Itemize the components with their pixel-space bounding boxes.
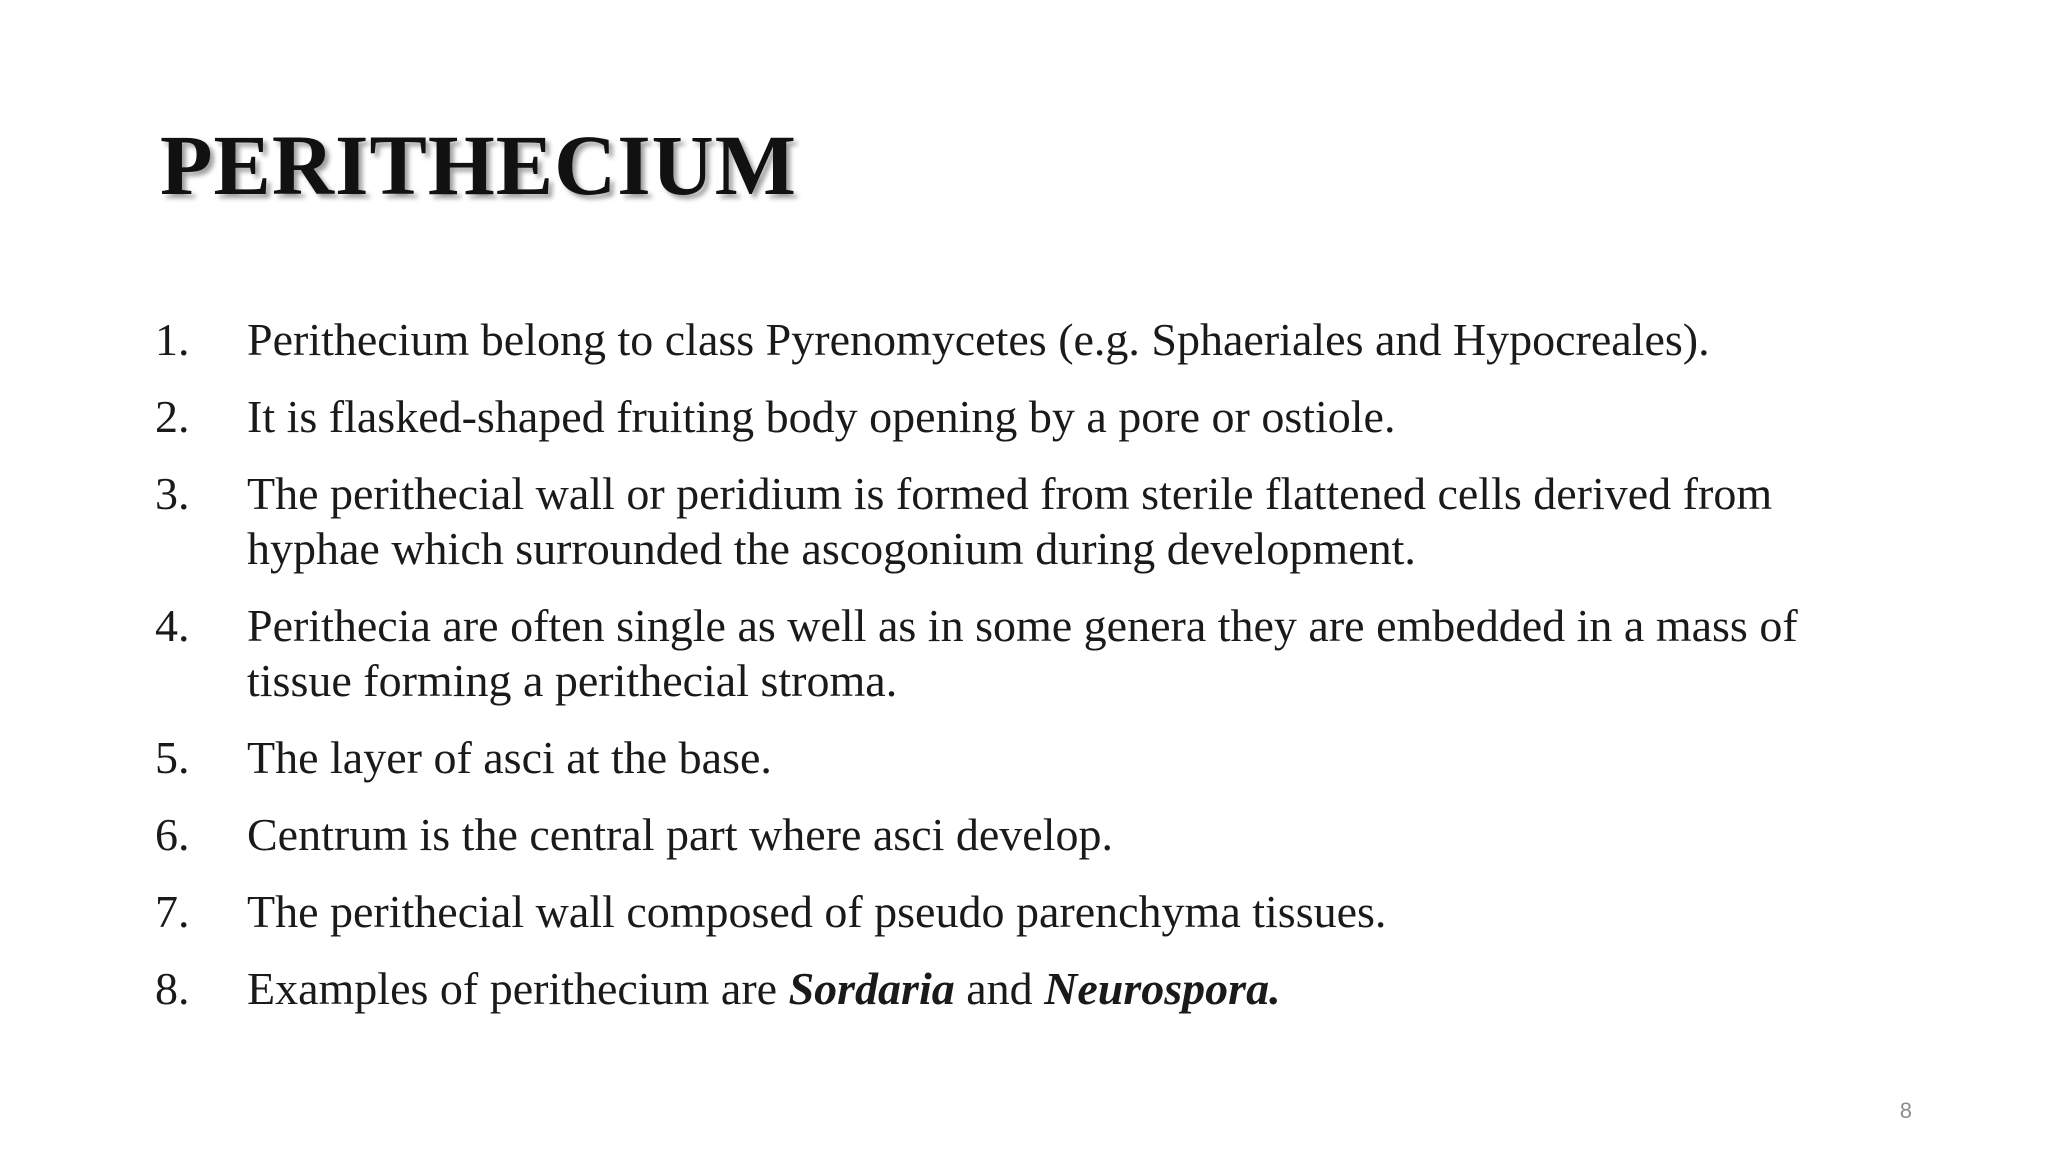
genus-neurospora: Neurospora. xyxy=(1044,963,1281,1014)
list-item-number: 8. xyxy=(155,963,190,1014)
list-item-number: 6. xyxy=(155,809,190,860)
slide-title: PERITHECIUM xyxy=(160,117,797,213)
list-item xyxy=(155,961,1915,1016)
list-item xyxy=(155,312,1915,367)
list-item xyxy=(155,389,1915,444)
list-item xyxy=(155,730,1915,785)
list-item-text: Centrum is the central part where asci develop. xyxy=(247,809,1114,860)
list-item-text: It is flasked-shaped fruiting body opening by a pore or ostiole. xyxy=(247,391,1396,442)
page-number: 8 xyxy=(1899,1098,1912,1123)
examples-text-before: Examples of perithecium are xyxy=(247,963,789,1014)
list-item-text: The perithecial wall composed of pseudo parenchyma tissues. xyxy=(247,886,1387,937)
list-item-number: 7. xyxy=(155,886,190,937)
list-item-text: The layer of asci at the base. xyxy=(247,732,772,783)
list-item xyxy=(155,884,1915,939)
examples-text-middle: and xyxy=(954,963,1045,1014)
list-item-text: Perithecium belong to class Pyrenomycetes (e.g. Sphaeriales and Hypocreales). xyxy=(247,314,1710,365)
list-item-text: The perithecial wall or peridium is formed from sterile flattened cells derived from hyphae which surrounded the ascogonium during development. xyxy=(247,468,1773,574)
list-item xyxy=(155,466,1915,576)
list-item-number: 2. xyxy=(155,391,190,442)
list-item xyxy=(155,598,1915,708)
list-item-number: 5. xyxy=(155,732,190,783)
list-item-text xyxy=(247,961,1907,1016)
list-item-number: 4. xyxy=(155,600,190,651)
list-item xyxy=(155,807,1915,862)
genus-sordaria: Sordaria xyxy=(788,963,955,1014)
list-item-text: Perithecia are often single as well as in some genera they are embedded in a mass of tissue forming a perithecial stroma. xyxy=(247,600,1798,706)
list-item-number: 1. xyxy=(155,314,190,365)
list-item-number: 3. xyxy=(155,468,190,519)
numbered-list xyxy=(155,312,1915,1038)
